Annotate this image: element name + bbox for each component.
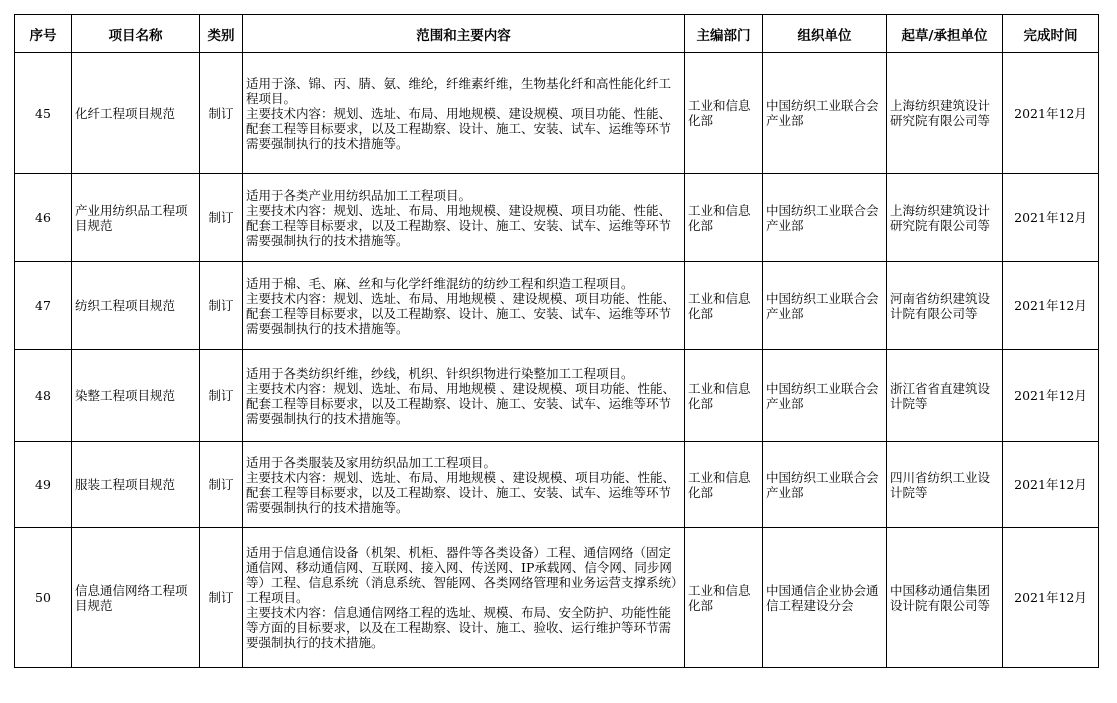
row-name: 纺织工程项目规范 — [72, 262, 200, 350]
header-drafter: 起草/承担单位 — [887, 15, 1003, 53]
row-content: 主要技术内容：规划、选址、布局、用地规模、建设规模、项目功能、性能、配套工程等目标要求，以及工程勘察、设计、施工、安装、试车、运维等环节需要强制执行的技术措施等。 — [246, 105, 672, 151]
header-date: 完成时间 — [1003, 15, 1099, 53]
row-scope: 适用于棉、毛、麻、丝和与化学纤维混纺的纺纱工程和织造工程项目。 — [246, 275, 634, 291]
row-no: 45 — [15, 53, 72, 174]
row-type: 制订 — [200, 350, 243, 442]
row-date: 2021年12月 — [1003, 528, 1099, 668]
table-row — [15, 262, 1099, 350]
header-org: 组织单位 — [763, 15, 887, 53]
row-date: 2021年12月 — [1003, 174, 1099, 262]
row-description — [243, 174, 685, 262]
row-name: 染整工程项目规范 — [72, 350, 200, 442]
table-row — [15, 53, 1099, 174]
table-row — [15, 442, 1099, 528]
header-name: 项目名称 — [72, 15, 200, 53]
row-drafter: 浙江省省直建筑设计院等 — [887, 350, 1003, 442]
row-type: 制订 — [200, 262, 243, 350]
row-dept: 工业和信息化部 — [685, 350, 763, 442]
row-drafter: 中国移动通信集团设计院有限公司等 — [887, 528, 1003, 668]
row-no: 48 — [15, 350, 72, 442]
row-type: 制订 — [200, 174, 243, 262]
row-date: 2021年12月 — [1003, 350, 1099, 442]
row-scope: 适用于信息通信设备（机架、机柜、器件等各类设备）工程、通信网络（固定通信网、移动通信网、互联网、接入网、传送网、IP承载网、信令网、同步网等）工程、信息系统（消息系统、智能网、各类网络管理和业务运营支撑系统）工程项目。 — [246, 545, 678, 605]
row-description — [243, 262, 685, 350]
row-name: 服装工程项目规范 — [72, 442, 200, 528]
row-no: 46 — [15, 174, 72, 262]
table-row — [15, 174, 1099, 262]
row-scope: 适用于各类纺织纤维，纱线，机织、针织织物进行染整加工工程项目。 — [246, 365, 634, 381]
standards-table — [14, 14, 1099, 668]
row-drafter: 四川省纺织工业设计院等 — [887, 442, 1003, 528]
row-content: 主要技术内容：规划、选址、布局、用地规模 、建设规模、项目功能、性能、配套工程等目标要求，以及工程勘察、设计、施工、安装、试车、运维等环节需要强制执行的技术措施等。 — [246, 290, 675, 336]
row-description — [243, 53, 685, 174]
row-no: 47 — [15, 262, 72, 350]
row-dept: 工业和信息化部 — [685, 442, 763, 528]
row-dept: 工业和信息化部 — [685, 528, 763, 668]
row-name: 信息通信网络工程项目规范 — [72, 528, 200, 668]
row-content: 主要技术内容：规划、选址、布局、用地规模 、建设规模、项目功能、性能、配套工程等目标要求，以及工程勘察、设计、施工、安装、试车、运维等环节需要强制执行的技术措施等。 — [246, 469, 675, 515]
row-dept: 工业和信息化部 — [685, 53, 763, 174]
row-scope: 适用于各类产业用纺织品加工工程项目。 — [246, 187, 472, 203]
row-no: 50 — [15, 528, 72, 668]
row-date: 2021年12月 — [1003, 262, 1099, 350]
row-org: 中国纺织工业联合会产业部 — [763, 53, 887, 174]
row-type: 制订 — [200, 53, 243, 174]
row-drafter: 河南省纺织建筑设计院有限公司等 — [887, 262, 1003, 350]
row-content: 主要技术内容：规划、选址、布局、用地规模 、建设规模、项目功能、性能、配套工程等目标要求，以及工程勘察、设计、施工、安装、试车、运维等环节需要强制执行的技术措施等。 — [246, 380, 675, 426]
row-org: 中国纺织工业联合会产业部 — [763, 262, 887, 350]
header-dept: 主编部门 — [685, 15, 763, 53]
row-scope: 适用于各类服装及家用纺织品加工工程项目。 — [246, 454, 497, 470]
row-date: 2021年12月 — [1003, 53, 1099, 174]
row-org: 中国纺织工业联合会产业部 — [763, 174, 887, 262]
row-dept: 工业和信息化部 — [685, 262, 763, 350]
row-name: 产业用纺织品工程项目规范 — [72, 174, 200, 262]
row-description — [243, 442, 685, 528]
row-dept: 工业和信息化部 — [685, 174, 763, 262]
row-name: 化纤工程项目规范 — [72, 53, 200, 174]
header-scope: 范围和主要内容 — [243, 15, 685, 53]
row-type: 制订 — [200, 442, 243, 528]
row-drafter: 上海纺织建筑设计研究院有限公司等 — [887, 174, 1003, 262]
row-drafter: 上海纺织建筑设计研究院有限公司等 — [887, 53, 1003, 174]
row-content: 主要技术内容：规划、选址、布局、用地规模、建设规模、项目功能、性能、配套工程等目标要求，以及工程勘察、设计、施工、安装、试车、运维等环节需要强制执行的技术措施等。 — [246, 202, 672, 248]
table-row — [15, 528, 1099, 668]
row-description — [243, 528, 685, 668]
row-org: 中国通信企业协会通信工程建设分会 — [763, 528, 887, 668]
header-row — [15, 15, 1099, 53]
row-content: 主要技术内容：信息通信网络工程的选址、规模、布局、安全防护、功能性能等方面的目标要求，以及在工程勘察、设计、施工、验收、运行维护等环节需要强制执行的技术措施。 — [246, 605, 672, 650]
header-no: 序号 — [15, 15, 72, 53]
row-org: 中国纺织工业联合会产业部 — [763, 442, 887, 528]
row-description — [243, 350, 685, 442]
row-type: 制订 — [200, 528, 243, 668]
header-type: 类别 — [200, 15, 243, 53]
row-date: 2021年12月 — [1003, 442, 1099, 528]
row-scope: 适用于涤、锦、丙、腈、氨、维纶，纤维素纤维，生物基化纤和高性能化纤工程项目。 — [246, 75, 672, 106]
row-no: 49 — [15, 442, 72, 528]
table-row — [15, 350, 1099, 442]
row-org: 中国纺织工业联合会产业部 — [763, 350, 887, 442]
